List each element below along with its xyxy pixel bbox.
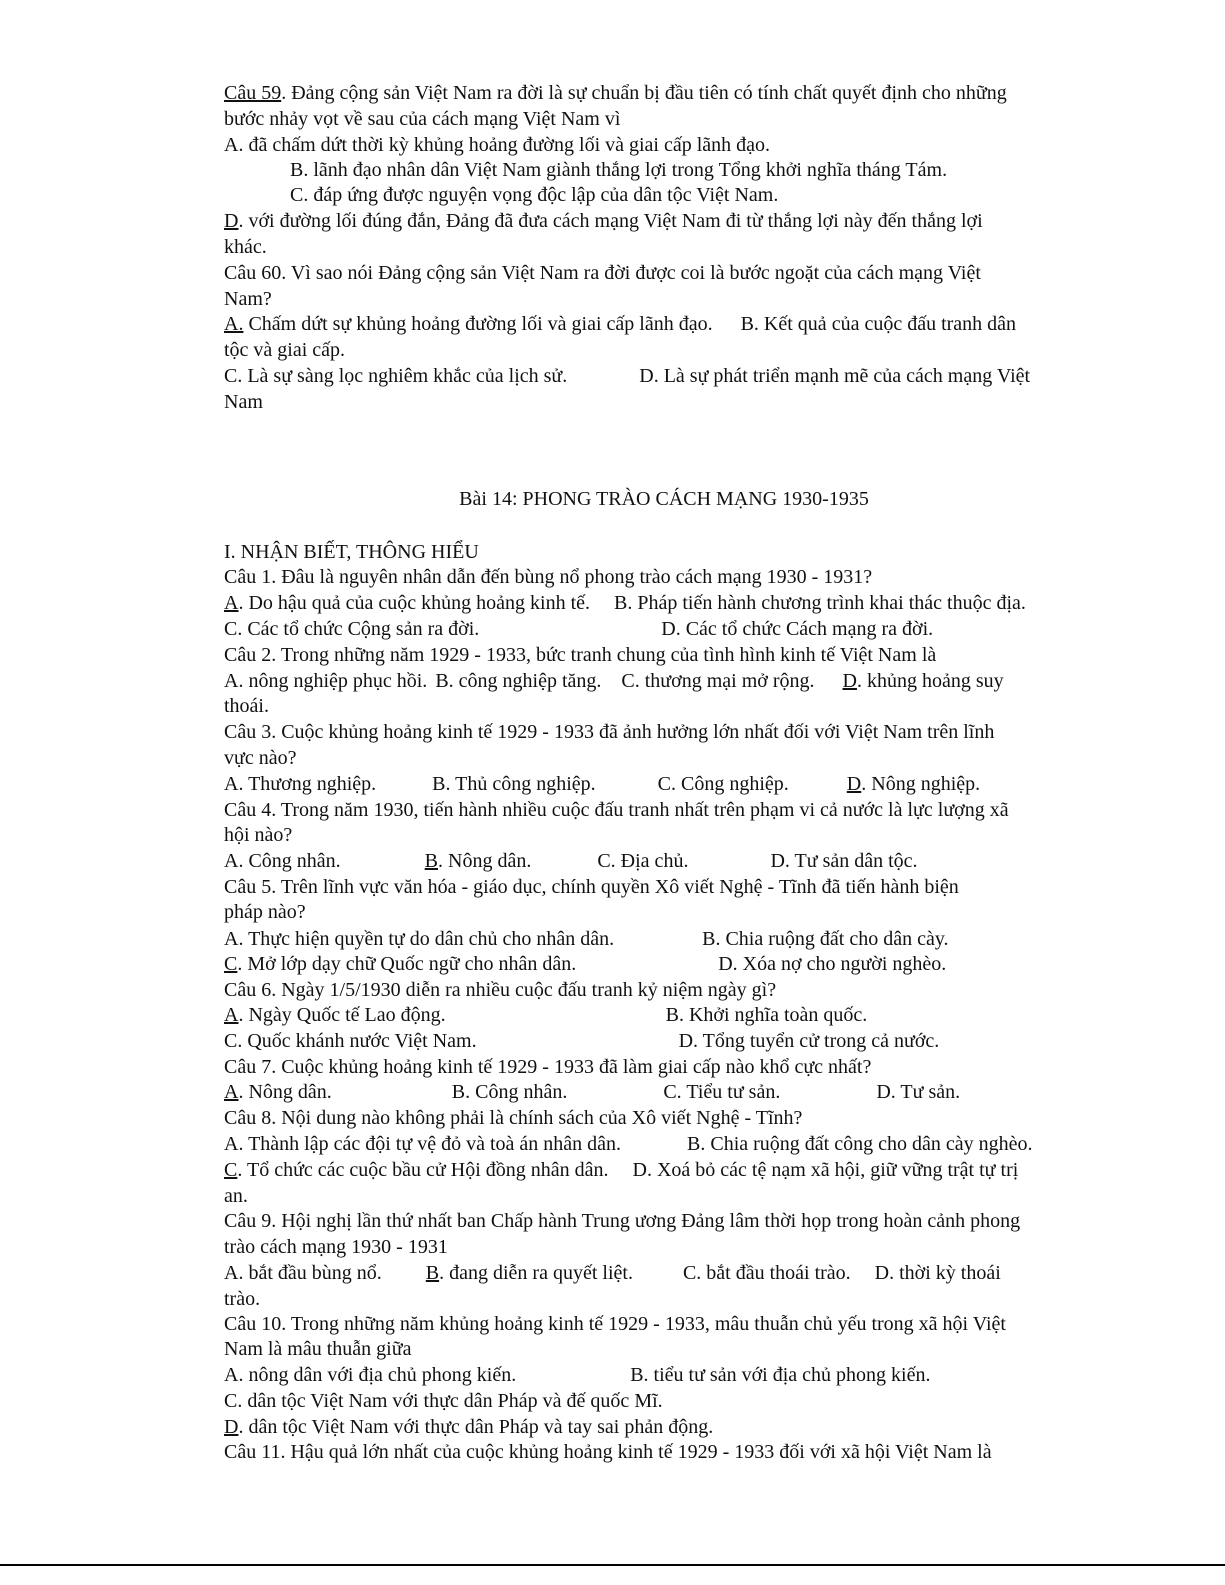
question-2-options: A. nông nghiệp phục hồi. B. công nghiệp tăng. C. thương mại mở rộng. D. khủng hoảng suy bbox=[224, 670, 1004, 692]
question-60-options-cd-cont: Nam bbox=[224, 391, 263, 413]
question-10-options-ab: A. nông dân với địa chủ phong kiến. B. tiểu tư sản với địa chủ phong kiến. bbox=[224, 1364, 931, 1386]
page-bottom-rule bbox=[0, 1564, 1225, 1566]
question-59-option-d: D. với đường lối đúng đắn, Đảng đã đưa cách mạng Việt Nam đi từ thắng lợi này đến thắng lợi bbox=[224, 210, 983, 232]
answer-marker: B bbox=[425, 1262, 440, 1284]
answer-marker: A bbox=[224, 592, 239, 614]
question-8-options-ab: A. Thành lập các đội tự vệ đỏ và toà án nhân dân. B. Chia ruộng đất công cho dân cày nghèo. bbox=[224, 1133, 1033, 1155]
answer-marker: C bbox=[224, 953, 238, 975]
question-10-option-d: D. dân tộc Việt Nam với thực dân Pháp và tay sai phản động. bbox=[224, 1416, 714, 1438]
answer-marker: C bbox=[224, 1159, 238, 1181]
answer-marker: A bbox=[224, 1004, 239, 1026]
question-60-line-2: Nam? bbox=[224, 288, 272, 310]
question-3-line-1: Câu 3. Cuộc khủng hoảng kinh tế 1929 - 1933 đã ảnh hưởng lớn nhất đối với Việt Nam trên lĩnh bbox=[224, 721, 995, 743]
question-11: Câu 11. Hậu quả lớn nhất của cuộc khủng hoảng kinh tế 1929 - 1933 đối với xã hội Việt Nam là bbox=[224, 1441, 992, 1463]
answer-marker: D bbox=[842, 670, 857, 692]
question-1: Câu 1. Đâu là nguyên nhân dẫn đến bùng nổ phong trào cách mạng 1930 - 1931? bbox=[224, 566, 873, 588]
lesson-title: Bài 14: PHONG TRÀO CÁCH MẠNG 1930-1935 bbox=[459, 488, 869, 510]
question-9-options: A. bắt đầu bùng nổ. B. đang diễn ra quyết liệt. C. bắt đầu thoái trào. D. thời kỳ thoái bbox=[224, 1262, 1001, 1284]
question-59-line-1: Câu 59. Đảng cộng sản Việt Nam ra đời là sự chuẩn bị đầu tiên có tính chất quyết định cho những bbox=[224, 82, 1007, 104]
question-10-line-1: Câu 10. Trong những năm khủng hoảng kinh tế 1929 - 1933, mâu thuẫn chủ yếu trong xã hội Việt bbox=[224, 1313, 1006, 1335]
answer-marker: B bbox=[424, 850, 439, 872]
question-6-options-ab: A. Ngày Quốc tế Lao động. B. Khởi nghĩa toàn quốc. bbox=[224, 1004, 868, 1026]
question-5-options-ab: A. Thực hiện quyền tự do dân chủ cho nhân dân. B. Chia ruộng đất cho dân cày. bbox=[224, 928, 949, 950]
question-1-options-ab: A. Do hậu quả của cuộc khủng hoảng kinh tế. B. Pháp tiến hành chương trình khai thác thuộc địa. bbox=[224, 592, 1026, 614]
question-9-options-cont: trào. bbox=[224, 1288, 261, 1310]
question-4-line-1: Câu 4. Trong năm 1930, tiến hành nhiều cuộc đấu tranh nhất trên phạm vi cả nước là lực lượng xã bbox=[224, 799, 1009, 821]
question-8: Câu 8. Nội dung nào không phải là chính sách của Xô viết Nghệ - Tĩnh? bbox=[224, 1107, 803, 1129]
question-3-options: A. Thương nghiệp. B. Thủ công nghiệp. C. Công nghiệp. D. Nông nghiệp. bbox=[224, 773, 981, 795]
answer-marker: A bbox=[224, 1081, 239, 1103]
question-59-option-b: B. lãnh đạo nhân dân Việt Nam giành thắng lợi trong Tổng khởi nghĩa tháng Tám. bbox=[290, 159, 948, 181]
question-4-line-2: hội nào? bbox=[224, 824, 293, 846]
answer-marker: D bbox=[224, 210, 239, 232]
question-59-option-d-cont: khác. bbox=[224, 236, 267, 258]
question-7-options: A. Nông dân. B. Công nhân. C. Tiểu tư sản. D. Tư sản. bbox=[224, 1081, 961, 1103]
question-8-options-cd-cont: an. bbox=[224, 1185, 248, 1207]
question-8-options-cd: C. Tổ chức các cuộc bầu cử Hội đồng nhân dân. D. Xoá bỏ các tệ nạm xã hội, giữ vững trật tự trị bbox=[224, 1159, 1019, 1181]
question-59-option-c: C. đáp ứng được nguyện vọng độc lập của dân tộc Việt Nam. bbox=[290, 184, 779, 206]
answer-marker: D bbox=[224, 1416, 239, 1438]
answer-marker: A. bbox=[224, 313, 244, 335]
question-2-options-cont: thoái. bbox=[224, 695, 269, 717]
question-5-line-2: pháp nào? bbox=[224, 901, 306, 923]
question-60-line-1: Câu 60. Vì sao nói Đảng cộng sản Việt Nam ra đời được coi là bước ngoặt của cách mạng Việt bbox=[224, 262, 981, 284]
section-heading: I. NHẬN BIẾT, THÔNG HIỂU bbox=[224, 541, 479, 563]
question-10-option-c: C. dân tộc Việt Nam với thực dân Pháp và đế quốc Mĩ. bbox=[224, 1390, 663, 1412]
question-3-line-2: vực nào? bbox=[224, 747, 297, 769]
question-5-options-cd: C. Mở lớp dạy chữ Quốc ngữ cho nhân dân. D. Xóa nợ cho người nghèo. bbox=[224, 953, 947, 975]
answer-marker: D bbox=[846, 773, 862, 795]
question-60-options-ab-cont: tộc và giai cấp. bbox=[224, 339, 346, 361]
question-60-options-cd: C. Là sự sàng lọc nghiêm khắc của lịch sử. D. Là sự phát triển mạnh mẽ của cách mạng Việt bbox=[224, 365, 1031, 387]
question-5-line-1: Câu 5. Trên lĩnh vực văn hóa - giáo dục, chính quyền Xô viết Nghệ - Tĩnh đã tiến hành biện bbox=[224, 876, 959, 898]
question-9-line-2: trào cách mạng 1930 - 1931 bbox=[224, 1236, 448, 1258]
question-1-options-cd: C. Các tổ chức Cộng sản ra đời. D. Các tổ chức Cách mạng ra đời. bbox=[224, 618, 934, 640]
question-6: Câu 6. Ngày 1/5/1930 diễn ra nhiều cuộc đấu tranh kỷ niệm ngày gì? bbox=[224, 979, 777, 1001]
question-59-option-a: A. đã chấm dứt thời kỳ khủng hoảng đường lối và giai cấp lãnh đạo. bbox=[224, 134, 771, 156]
question-59-number: Câu 59 bbox=[224, 82, 282, 104]
question-60-options-ab: A. Chấm dứt sự khủng hoảng đường lối và giai cấp lãnh đạo. B. Kết quả của cuộc đấu tranh dân bbox=[224, 313, 1017, 335]
question-7: Câu 7. Cuộc khủng hoảng kinh tế 1929 - 1933 đã làm giai cấp nào khổ cực nhất? bbox=[224, 1056, 872, 1078]
question-2: Câu 2. Trong những năm 1929 - 1933, bức tranh chung của tình hình kinh tế Việt Nam là bbox=[224, 644, 937, 666]
question-6-options-cd: C. Quốc khánh nước Việt Nam. D. Tổng tuyển cử trong cả nước. bbox=[224, 1030, 940, 1052]
question-59-line-2: bước nhảy vọt về sau của cách mạng Việt Nam vì bbox=[224, 108, 621, 130]
question-4-options: A. Công nhân. B. Nông dân. C. Địa chủ. D. Tư sản dân tộc. bbox=[224, 850, 918, 872]
question-9-line-1: Câu 9. Hội nghị lần thứ nhất ban Chấp hành Trung ương Đảng lâm thời họp trong hoàn cảnh phong bbox=[224, 1210, 1021, 1232]
question-10-line-2: Nam là mâu thuẫn giữa bbox=[224, 1338, 412, 1360]
